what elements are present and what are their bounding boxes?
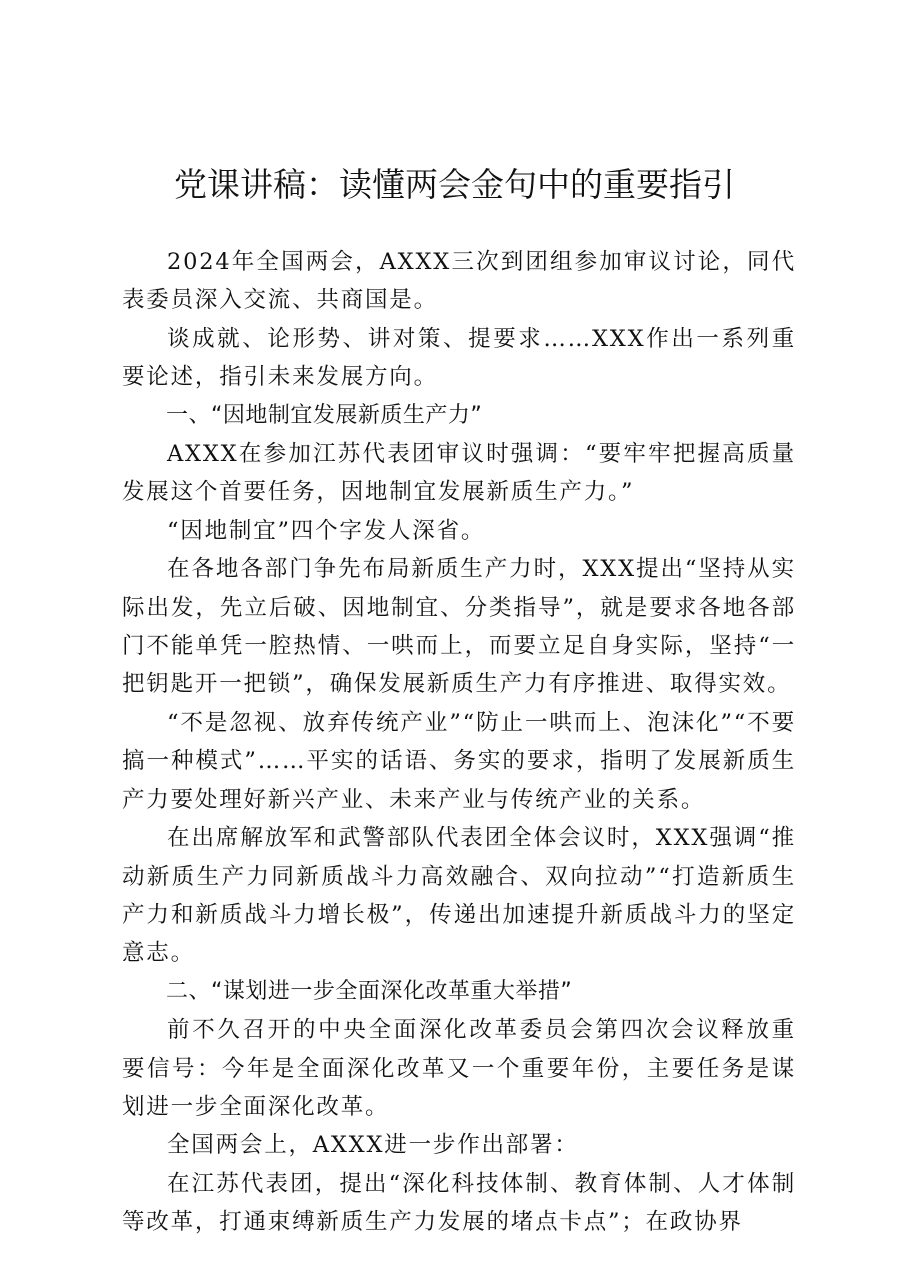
paragraph: 在各地各部门争先布局新质生产力时，XXX提出“坚持从实际出发，先立后破、因地制宜、分类指导”，就是要求各地各部门不能单凭一腔热情、一哄而上，而要立足自身实际，坚持“一把钥匙开一把锁”，确保发展新质生产力有序推进、取得实效。 [122,556,796,698]
paragraph: “因地制宜”四个字发人深省。 [167,517,486,544]
paragraph: 2024年全国两会，AXXX三次到团组参加审议讨论，同代表委员深入交流、共商国是。 [122,249,796,314]
paragraph: AXXX在参加江苏代表团审议时强调：“要牢牢把握高质量发展这个首要任务，因地制宜发展新质生产力。” [122,441,796,506]
section-heading: 一、“因地制宜发展新质生产力” [166,402,483,428]
paragraph: 全国两会上，AXXX进一步作出部署： [167,1132,579,1159]
paragraph: 在出席解放军和武警部队代表团全体会议时，XXX强调“推动新质生产力同新质战斗力高效融合、双向拉动”“打造新质生产力和新质战斗力增长极”，传递出加速提升新质战斗力的坚定意志。 [122,825,796,967]
paragraph: 谈成就、论形势、讲对策、提要求……XXX作出一系列重要论述，指引未来发展方向。 [122,325,796,391]
paragraph: 在江苏代表团，提出“深化科技体制、教育体制、人才体制等改革，打通束缚新质生产力发展的堵点卡点”；在政协界 [122,1170,796,1236]
section-heading: 二、“谋划进一步全面深化改革重大举措” [166,978,573,1004]
document-title: 党课讲稿：读懂两会金句中的重要指引 [174,165,735,204]
document-body [122,243,796,1242]
paragraph: “不是忽视、放弃传统产业”“防止一哄而上、泡沫化”“不要搞一种模式”……平实的话语、务实的要求，指明了发展新质生产力要处理好新兴产业、未来产业与传统产业的关系。 [122,709,796,813]
paragraph: 前不久召开的中央全面深化改革委员会第四次会议释放重要信号：今年是全面深化改革又一个重要年份，主要任务是谋划进一步全面深化改革。 [122,1017,796,1120]
